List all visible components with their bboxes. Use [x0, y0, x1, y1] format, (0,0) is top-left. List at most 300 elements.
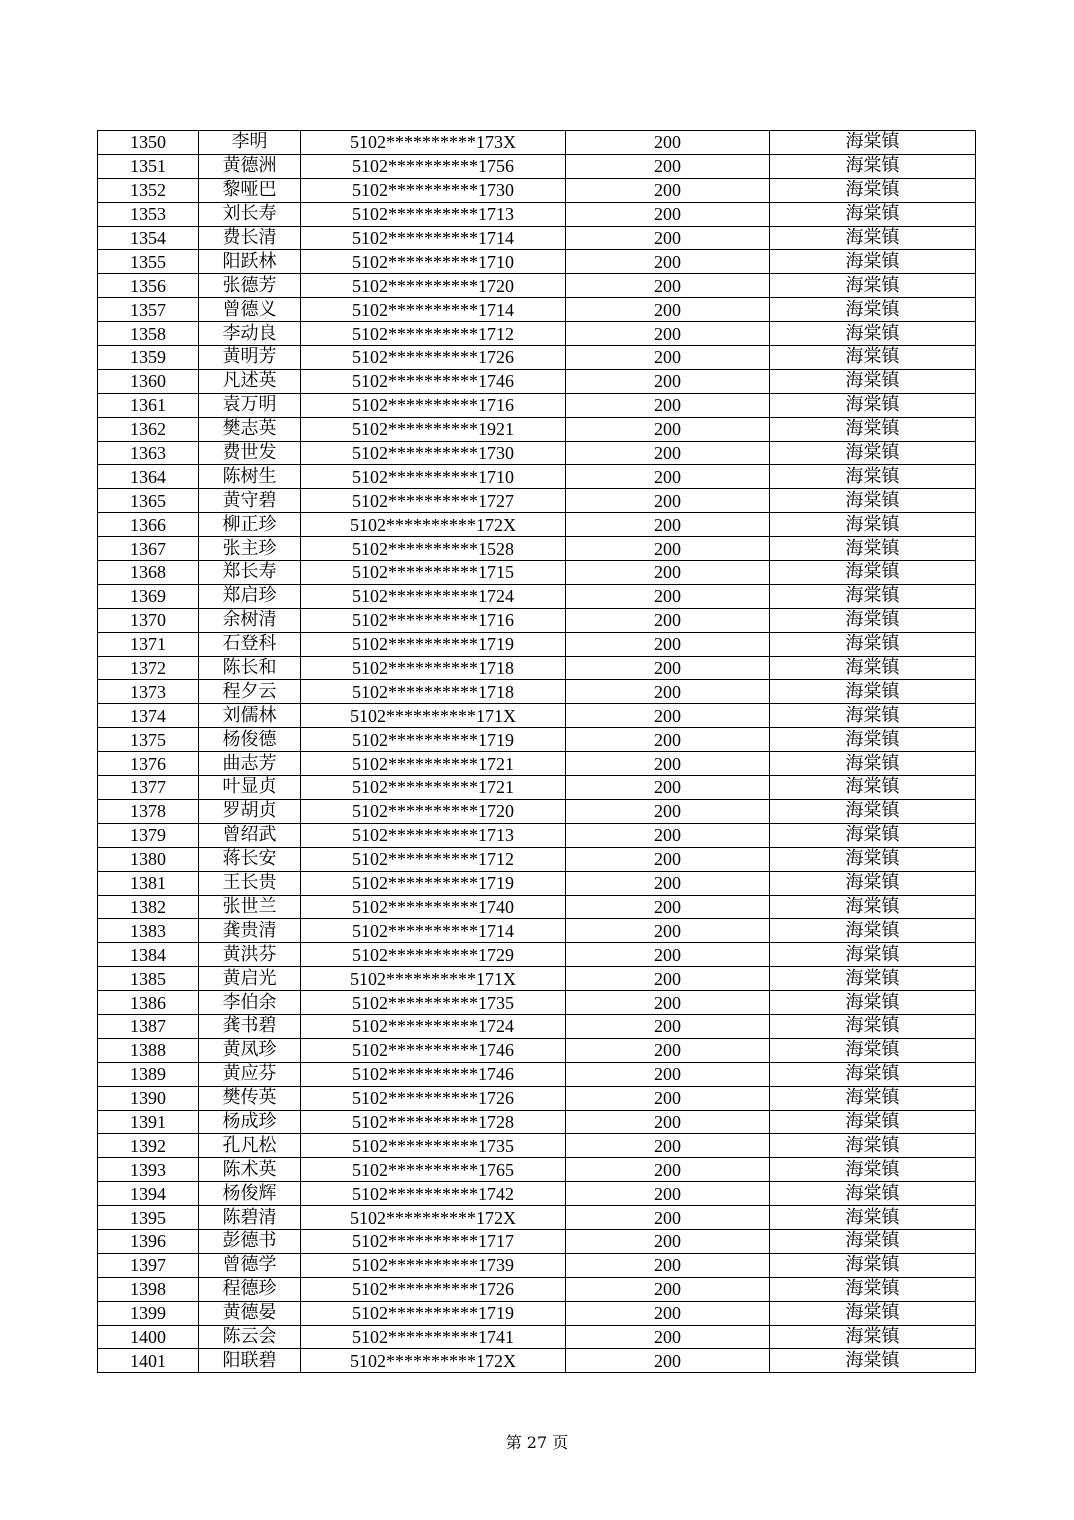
town-name-cell: 海棠镇 — [770, 1110, 976, 1134]
person-name-cell: 杨俊辉 — [199, 1182, 301, 1206]
table-row — [98, 154, 976, 178]
amount-cell: 200 — [566, 346, 770, 370]
amount-cell: 200 — [566, 1110, 770, 1134]
amount-cell: 200 — [566, 178, 770, 202]
person-name-cell: 余树清 — [199, 608, 301, 632]
id-number-cell: 5102**********1720 — [301, 799, 566, 823]
amount-cell: 200 — [566, 393, 770, 417]
id-number-cell: 5102**********171X — [301, 967, 566, 991]
person-name-cell: 阳跃林 — [199, 250, 301, 274]
town-name-cell: 海棠镇 — [770, 871, 976, 895]
id-number-cell: 5102**********1746 — [301, 369, 566, 393]
table-row — [98, 919, 976, 943]
town-name-cell: 海棠镇 — [770, 776, 976, 800]
person-name-cell: 刘长寿 — [199, 202, 301, 226]
person-name-cell: 曾德学 — [199, 1253, 301, 1277]
row-number-cell: 1358 — [98, 322, 199, 346]
table-row — [98, 298, 976, 322]
person-name-cell: 费长清 — [199, 226, 301, 250]
amount-cell: 200 — [566, 799, 770, 823]
row-number-cell: 1354 — [98, 226, 199, 250]
person-name-cell: 樊志英 — [199, 417, 301, 441]
person-name-cell: 叶显贞 — [199, 776, 301, 800]
town-name-cell: 海棠镇 — [770, 489, 976, 513]
id-number-cell: 5102**********1719 — [301, 728, 566, 752]
table-row — [98, 537, 976, 561]
table-row — [98, 1206, 976, 1230]
beneficiary-table — [97, 130, 976, 1373]
id-number-cell: 5102**********1715 — [301, 561, 566, 585]
row-number-cell: 1394 — [98, 1182, 199, 1206]
row-number-cell: 1362 — [98, 417, 199, 441]
table-row — [98, 226, 976, 250]
id-number-cell: 5102**********1716 — [301, 393, 566, 417]
id-number-cell: 5102**********171X — [301, 704, 566, 728]
person-name-cell: 柳正珍 — [199, 513, 301, 537]
row-number-cell: 1388 — [98, 1038, 199, 1062]
table-row — [98, 1038, 976, 1062]
row-number-cell: 1396 — [98, 1229, 199, 1253]
row-number-cell: 1393 — [98, 1158, 199, 1182]
town-name-cell: 海棠镇 — [770, 1253, 976, 1277]
person-name-cell: 袁万明 — [199, 393, 301, 417]
town-name-cell: 海棠镇 — [770, 1038, 976, 1062]
row-number-cell: 1367 — [98, 537, 199, 561]
table-row — [98, 417, 976, 441]
person-name-cell: 凡述英 — [199, 369, 301, 393]
id-number-cell: 5102**********1741 — [301, 1325, 566, 1349]
amount-cell: 200 — [566, 1038, 770, 1062]
amount-cell: 200 — [566, 226, 770, 250]
person-name-cell: 黄洪芬 — [199, 943, 301, 967]
amount-cell: 200 — [566, 871, 770, 895]
table-row — [98, 847, 976, 871]
table-row — [98, 871, 976, 895]
row-number-cell: 1381 — [98, 871, 199, 895]
amount-cell: 200 — [566, 1086, 770, 1110]
amount-cell: 200 — [566, 322, 770, 346]
person-name-cell: 龚书碧 — [199, 1014, 301, 1038]
town-name-cell: 海棠镇 — [770, 537, 976, 561]
person-name-cell: 王长贵 — [199, 871, 301, 895]
town-name-cell: 海棠镇 — [770, 632, 976, 656]
row-number-cell: 1376 — [98, 752, 199, 776]
id-number-cell: 5102**********1712 — [301, 322, 566, 346]
id-number-cell: 5102**********1746 — [301, 1062, 566, 1086]
row-number-cell: 1392 — [98, 1134, 199, 1158]
table-row — [98, 967, 976, 991]
amount-cell: 200 — [566, 752, 770, 776]
amount-cell: 200 — [566, 1062, 770, 1086]
row-number-cell: 1378 — [98, 799, 199, 823]
table-row — [98, 561, 976, 585]
person-name-cell: 张主珍 — [199, 537, 301, 561]
town-name-cell: 海棠镇 — [770, 919, 976, 943]
id-number-cell: 5102**********1726 — [301, 346, 566, 370]
table-row — [98, 274, 976, 298]
town-name-cell: 海棠镇 — [770, 274, 976, 298]
table-row — [98, 250, 976, 274]
table-row — [98, 178, 976, 202]
town-name-cell: 海棠镇 — [770, 178, 976, 202]
amount-cell: 200 — [566, 1229, 770, 1253]
row-number-cell: 1374 — [98, 704, 199, 728]
table-row — [98, 202, 976, 226]
town-name-cell: 海棠镇 — [770, 1277, 976, 1301]
row-number-cell: 1350 — [98, 131, 199, 155]
row-number-cell: 1391 — [98, 1110, 199, 1134]
id-number-cell: 5102**********1713 — [301, 823, 566, 847]
row-number-cell: 1375 — [98, 728, 199, 752]
town-name-cell: 海棠镇 — [770, 154, 976, 178]
id-number-cell: 5102**********1735 — [301, 1134, 566, 1158]
person-name-cell: 曾绍武 — [199, 823, 301, 847]
amount-cell: 200 — [566, 1206, 770, 1230]
person-name-cell: 黄凤珍 — [199, 1038, 301, 1062]
id-number-cell: 5102**********1735 — [301, 991, 566, 1015]
amount-cell: 200 — [566, 991, 770, 1015]
table-row — [98, 728, 976, 752]
row-number-cell: 1400 — [98, 1325, 199, 1349]
town-name-cell: 海棠镇 — [770, 752, 976, 776]
row-number-cell: 1366 — [98, 513, 199, 537]
table-row — [98, 1014, 976, 1038]
row-number-cell: 1372 — [98, 656, 199, 680]
row-number-cell: 1365 — [98, 489, 199, 513]
amount-cell: 200 — [566, 704, 770, 728]
amount-cell: 200 — [566, 967, 770, 991]
town-name-cell: 海棠镇 — [770, 1229, 976, 1253]
town-name-cell: 海棠镇 — [770, 393, 976, 417]
town-name-cell: 海棠镇 — [770, 608, 976, 632]
town-name-cell: 海棠镇 — [770, 991, 976, 1015]
person-name-cell: 张世兰 — [199, 895, 301, 919]
amount-cell: 200 — [566, 776, 770, 800]
town-name-cell: 海棠镇 — [770, 346, 976, 370]
amount-cell: 200 — [566, 1349, 770, 1373]
id-number-cell: 5102**********1730 — [301, 178, 566, 202]
town-name-cell: 海棠镇 — [770, 131, 976, 155]
amount-cell: 200 — [566, 1158, 770, 1182]
id-number-cell: 5102**********1710 — [301, 465, 566, 489]
amount-cell: 200 — [566, 823, 770, 847]
table-row — [98, 346, 976, 370]
id-number-cell: 5102**********1717 — [301, 1229, 566, 1253]
person-name-cell: 刘儒林 — [199, 704, 301, 728]
row-number-cell: 1395 — [98, 1206, 199, 1230]
row-number-cell: 1382 — [98, 895, 199, 919]
town-name-cell: 海棠镇 — [770, 656, 976, 680]
table-row — [98, 608, 976, 632]
id-number-cell: 5102**********1719 — [301, 871, 566, 895]
id-number-cell: 5102**********1528 — [301, 537, 566, 561]
person-name-cell: 罗胡贞 — [199, 799, 301, 823]
table-row — [98, 943, 976, 967]
person-name-cell: 黄应芬 — [199, 1062, 301, 1086]
person-name-cell: 黄德晏 — [199, 1301, 301, 1325]
table-row — [98, 369, 976, 393]
id-number-cell: 5102**********1719 — [301, 632, 566, 656]
amount-cell: 200 — [566, 1182, 770, 1206]
id-number-cell: 5102**********1728 — [301, 1110, 566, 1134]
table-row — [98, 1253, 976, 1277]
row-number-cell: 1379 — [98, 823, 199, 847]
id-number-cell: 5102**********1730 — [301, 441, 566, 465]
person-name-cell: 石登科 — [199, 632, 301, 656]
row-number-cell: 1389 — [98, 1062, 199, 1086]
id-number-cell: 5102**********1714 — [301, 226, 566, 250]
amount-cell: 200 — [566, 513, 770, 537]
id-number-cell: 5102**********172X — [301, 1349, 566, 1373]
table-row — [98, 489, 976, 513]
table-row — [98, 752, 976, 776]
town-name-cell: 海棠镇 — [770, 226, 976, 250]
person-name-cell: 蒋长安 — [199, 847, 301, 871]
id-number-cell: 5102**********173X — [301, 131, 566, 155]
town-name-cell: 海棠镇 — [770, 1325, 976, 1349]
amount-cell: 200 — [566, 417, 770, 441]
amount-cell: 200 — [566, 584, 770, 608]
id-number-cell: 5102**********1718 — [301, 680, 566, 704]
amount-cell: 200 — [566, 537, 770, 561]
table-row — [98, 895, 976, 919]
person-name-cell: 程德珍 — [199, 1277, 301, 1301]
id-number-cell: 5102**********1721 — [301, 776, 566, 800]
table-row — [98, 1229, 976, 1253]
amount-cell: 200 — [566, 489, 770, 513]
row-number-cell: 1359 — [98, 346, 199, 370]
id-number-cell: 5102**********1714 — [301, 919, 566, 943]
amount-cell: 200 — [566, 632, 770, 656]
town-name-cell: 海棠镇 — [770, 417, 976, 441]
person-name-cell: 李伯余 — [199, 991, 301, 1015]
amount-cell: 200 — [566, 1014, 770, 1038]
person-name-cell: 陈云会 — [199, 1325, 301, 1349]
id-number-cell: 5102**********1716 — [301, 608, 566, 632]
id-number-cell: 5102**********1765 — [301, 1158, 566, 1182]
table-row — [98, 1110, 976, 1134]
person-name-cell: 李动良 — [199, 322, 301, 346]
id-number-cell: 5102**********1726 — [301, 1277, 566, 1301]
person-name-cell: 阳联碧 — [199, 1349, 301, 1373]
person-name-cell: 陈树生 — [199, 465, 301, 489]
table-row — [98, 799, 976, 823]
person-name-cell: 陈长和 — [199, 656, 301, 680]
row-number-cell: 1370 — [98, 608, 199, 632]
person-name-cell: 郑长寿 — [199, 561, 301, 585]
town-name-cell: 海棠镇 — [770, 967, 976, 991]
person-name-cell: 黄启光 — [199, 967, 301, 991]
id-number-cell: 5102**********1718 — [301, 656, 566, 680]
id-number-cell: 5102**********1742 — [301, 1182, 566, 1206]
id-number-cell: 5102**********1714 — [301, 298, 566, 322]
person-name-cell: 孔凡松 — [199, 1134, 301, 1158]
amount-cell: 200 — [566, 895, 770, 919]
person-name-cell: 曲志芳 — [199, 752, 301, 776]
amount-cell: 200 — [566, 1301, 770, 1325]
id-number-cell: 5102**********172X — [301, 513, 566, 537]
amount-cell: 200 — [566, 943, 770, 967]
table-row — [98, 322, 976, 346]
town-name-cell: 海棠镇 — [770, 1086, 976, 1110]
person-name-cell: 李明 — [199, 131, 301, 155]
row-number-cell: 1383 — [98, 919, 199, 943]
town-name-cell: 海棠镇 — [770, 561, 976, 585]
table-row — [98, 1349, 976, 1373]
table-row — [98, 991, 976, 1015]
town-name-cell: 海棠镇 — [770, 847, 976, 871]
amount-cell: 200 — [566, 298, 770, 322]
row-number-cell: 1352 — [98, 178, 199, 202]
amount-cell: 200 — [566, 680, 770, 704]
person-name-cell: 费世发 — [199, 441, 301, 465]
row-number-cell: 1369 — [98, 584, 199, 608]
town-name-cell: 海棠镇 — [770, 895, 976, 919]
page-number: 第 27 页 — [505, 1433, 569, 1452]
town-name-cell: 海棠镇 — [770, 298, 976, 322]
person-name-cell: 陈术英 — [199, 1158, 301, 1182]
id-number-cell: 5102**********172X — [301, 1206, 566, 1230]
town-name-cell: 海棠镇 — [770, 584, 976, 608]
amount-cell: 200 — [566, 250, 770, 274]
row-number-cell: 1360 — [98, 369, 199, 393]
person-name-cell: 郑启珍 — [199, 584, 301, 608]
town-name-cell: 海棠镇 — [770, 1062, 976, 1086]
person-name-cell: 黄明芳 — [199, 346, 301, 370]
town-name-cell: 海棠镇 — [770, 1349, 976, 1373]
amount-cell: 200 — [566, 728, 770, 752]
table-row — [98, 1158, 976, 1182]
town-name-cell: 海棠镇 — [770, 943, 976, 967]
town-name-cell: 海棠镇 — [770, 1206, 976, 1230]
table-row — [98, 465, 976, 489]
table-row — [98, 1301, 976, 1325]
town-name-cell: 海棠镇 — [770, 1182, 976, 1206]
row-number-cell: 1371 — [98, 632, 199, 656]
table-row — [98, 1182, 976, 1206]
town-name-cell: 海棠镇 — [770, 1158, 976, 1182]
town-name-cell: 海棠镇 — [770, 799, 976, 823]
id-number-cell: 5102**********1756 — [301, 154, 566, 178]
id-number-cell: 5102**********1729 — [301, 943, 566, 967]
amount-cell: 200 — [566, 1325, 770, 1349]
amount-cell: 200 — [566, 1134, 770, 1158]
amount-cell: 200 — [566, 369, 770, 393]
person-name-cell: 程夕云 — [199, 680, 301, 704]
amount-cell: 200 — [566, 441, 770, 465]
table-row — [98, 632, 976, 656]
table-body — [98, 131, 976, 1373]
table-row — [98, 656, 976, 680]
row-number-cell: 1397 — [98, 1253, 199, 1277]
table-row — [98, 1134, 976, 1158]
town-name-cell: 海棠镇 — [770, 202, 976, 226]
amount-cell: 200 — [566, 1277, 770, 1301]
table-row — [98, 1086, 976, 1110]
table-row — [98, 393, 976, 417]
row-number-cell: 1356 — [98, 274, 199, 298]
town-name-cell: 海棠镇 — [770, 728, 976, 752]
id-number-cell: 5102**********1739 — [301, 1253, 566, 1277]
row-number-cell: 1368 — [98, 561, 199, 585]
row-number-cell: 1353 — [98, 202, 199, 226]
person-name-cell: 彭德书 — [199, 1229, 301, 1253]
town-name-cell: 海棠镇 — [770, 441, 976, 465]
amount-cell: 200 — [566, 1253, 770, 1277]
table-row — [98, 1325, 976, 1349]
table-row — [98, 680, 976, 704]
table-row — [98, 776, 976, 800]
amount-cell: 200 — [566, 274, 770, 298]
person-name-cell: 黎哑巴 — [199, 178, 301, 202]
amount-cell: 200 — [566, 656, 770, 680]
table-row — [98, 1277, 976, 1301]
id-number-cell: 5102**********1710 — [301, 250, 566, 274]
row-number-cell: 1355 — [98, 250, 199, 274]
amount-cell: 200 — [566, 561, 770, 585]
row-number-cell: 1380 — [98, 847, 199, 871]
person-name-cell: 龚贵清 — [199, 919, 301, 943]
amount-cell: 200 — [566, 131, 770, 155]
table-row — [98, 441, 976, 465]
id-number-cell: 5102**********1713 — [301, 202, 566, 226]
row-number-cell: 1387 — [98, 1014, 199, 1038]
row-number-cell: 1373 — [98, 680, 199, 704]
person-name-cell: 陈碧清 — [199, 1206, 301, 1230]
id-number-cell: 5102**********1720 — [301, 274, 566, 298]
town-name-cell: 海棠镇 — [770, 322, 976, 346]
town-name-cell: 海棠镇 — [770, 680, 976, 704]
town-name-cell: 海棠镇 — [770, 1301, 976, 1325]
amount-cell: 200 — [566, 847, 770, 871]
amount-cell: 200 — [566, 608, 770, 632]
town-name-cell: 海棠镇 — [770, 823, 976, 847]
row-number-cell: 1364 — [98, 465, 199, 489]
row-number-cell: 1390 — [98, 1086, 199, 1110]
amount-cell: 200 — [566, 202, 770, 226]
row-number-cell: 1377 — [98, 776, 199, 800]
id-number-cell: 5102**********1712 — [301, 847, 566, 871]
row-number-cell: 1357 — [98, 298, 199, 322]
table-row — [98, 1062, 976, 1086]
amount-cell: 200 — [566, 154, 770, 178]
table-row — [98, 584, 976, 608]
row-number-cell: 1398 — [98, 1277, 199, 1301]
id-number-cell: 5102**********1740 — [301, 895, 566, 919]
id-number-cell: 5102**********1727 — [301, 489, 566, 513]
row-number-cell: 1384 — [98, 943, 199, 967]
id-number-cell: 5102**********1721 — [301, 752, 566, 776]
row-number-cell: 1363 — [98, 441, 199, 465]
id-number-cell: 5102**********1746 — [301, 1038, 566, 1062]
row-number-cell: 1386 — [98, 991, 199, 1015]
person-name-cell: 曾德义 — [199, 298, 301, 322]
id-number-cell: 5102**********1726 — [301, 1086, 566, 1110]
person-name-cell: 杨成珍 — [199, 1110, 301, 1134]
row-number-cell: 1361 — [98, 393, 199, 417]
person-name-cell: 杨俊德 — [199, 728, 301, 752]
table-row — [98, 513, 976, 537]
row-number-cell: 1351 — [98, 154, 199, 178]
amount-cell: 200 — [566, 919, 770, 943]
person-name-cell: 张德芳 — [199, 274, 301, 298]
row-number-cell: 1385 — [98, 967, 199, 991]
id-number-cell: 5102**********1724 — [301, 1014, 566, 1038]
table-row — [98, 823, 976, 847]
town-name-cell: 海棠镇 — [770, 250, 976, 274]
town-name-cell: 海棠镇 — [770, 465, 976, 489]
town-name-cell: 海棠镇 — [770, 704, 976, 728]
